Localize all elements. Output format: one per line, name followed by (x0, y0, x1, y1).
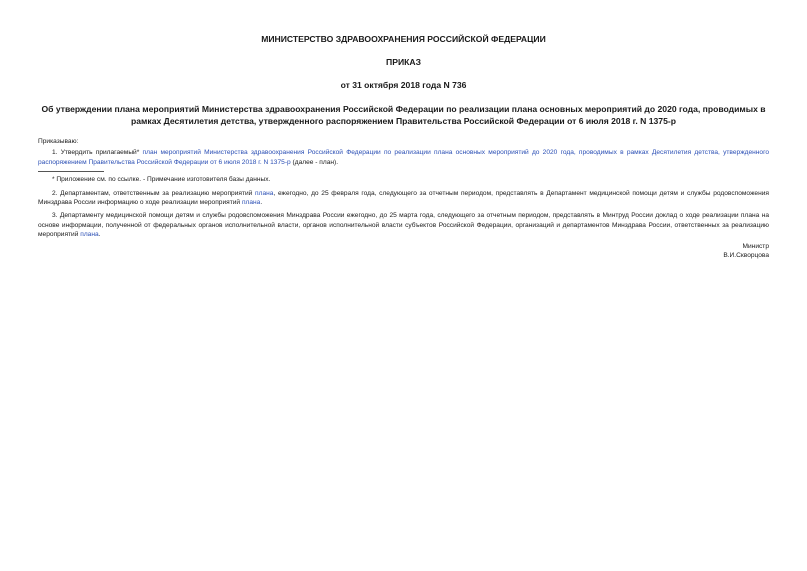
paragraph-1-prefix: 1. Утвердить прилагаемый* (52, 149, 140, 157)
plan-link[interactable]: план мероприятий Министерства здравоохранения Российской Федерации по реализации плана основных мероприятий до 2020 года, проводимых в рамках Десятилетия детства, утвержденного распоряжением Правительства Российской Федерации от 6 июля 2018 г. N 1375-р (38, 149, 769, 166)
document-type: ПРИКАЗ (386, 57, 421, 67)
footnote-divider (38, 171, 104, 172)
signature-block (38, 242, 769, 261)
plan-link-3[interactable]: плана (80, 231, 99, 239)
document-title: Об утверждении плана мероприятий Министерства здравоохранения Российской Федерации по реализации плана основных мероприятий до 2020 года, проводимых в рамках Десятилетия детства, утвержденного распоряжением Правительства Российской Федерации от 6 июля 2018 г. N 1375-р (41, 104, 766, 126)
document-date-number: от 31 октября 2018 года N 736 (340, 80, 467, 90)
ministry-heading: МИНИСТЕРСТВО ЗДРАВООХРАНЕНИЯ РОССИЙСКОЙ ФЕДЕРАЦИИ (261, 34, 546, 44)
paragraph-3-text-a: 3. Департаменту медицинской помощи детям и службы родовспоможения Минздрава России ежегодно, до 25 марта года, следующего за отчетным периодом, представлять в Минтруд России доклад о ходе реализации плана на основе информации, полученной от федеральных органов исполнительной власти, органов исполнительной власти субъектов Российской Федерации, организаций и департаментов Минздрава России, ответственных за реализацию мероприятий (38, 212, 769, 239)
paragraph-2 (38, 189, 769, 208)
intro-text: Приказываю: (38, 138, 79, 145)
paragraph-2-text-c: . (260, 199, 263, 207)
footnote: * Приложение см. по ссылке. - Примечание изготовителя базы данных. (52, 176, 271, 184)
plan-link-2a[interactable]: плана (255, 189, 274, 197)
paragraph-1-suffix: (далее - план). (290, 158, 339, 166)
signature-position: Министр (742, 242, 769, 250)
plan-link-2b[interactable]: плана (241, 199, 261, 207)
document-body (38, 137, 769, 240)
paragraph-3-text-c: . (98, 231, 101, 239)
paragraph-3 (38, 211, 769, 239)
signature-name: В.И.Скворцова (723, 252, 769, 260)
document-page (38, 34, 769, 261)
paragraph-2-text-a: 2. Департаментам, ответственным за реализацию мероприятий (52, 189, 256, 197)
paragraph-2-text-b: , ежегодно, до 25 февраля года, следующего за отчетным периодом, представлять в Департамент медицинской помощи детям и службы родовспоможения Минздрава России информацию о ходе реализации мероприятий (38, 189, 769, 207)
paragraph-1 (38, 148, 769, 167)
